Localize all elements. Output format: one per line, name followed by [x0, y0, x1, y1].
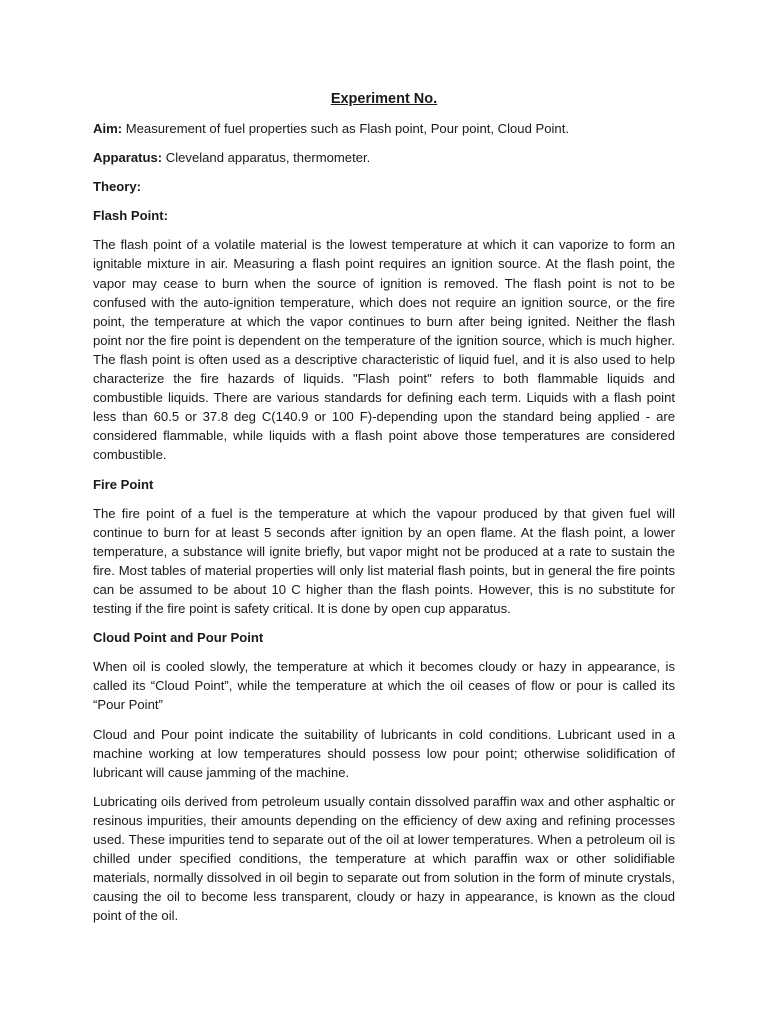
- cloud-point-paragraph-2: Cloud and Pour point indicate the suitability of lubricants in cold conditions. Lubricant used in a machine working at low temperatures should possess low pour point; otherwise solidification of lubricant will cause jamming of the machine.: [93, 726, 675, 780]
- aim-line: [93, 119, 675, 138]
- cloud-point-paragraph-1: When oil is cooled slowly, the temperature at which it becomes cloudy or hazy in appearance, is called its “Cloud Point”, while the temperature at which the oil ceases of flow or pour is called its “Pour Point”: [93, 659, 675, 713]
- aim-text: Measurement of fuel properties such as Flash point, Pour point, Cloud Point.: [122, 121, 569, 136]
- document-page: [93, 88, 675, 935]
- fire-point-paragraph: The fire point of a fuel is the temperature at which the vapour produced by that given fuel will continue to burn for at least 5 seconds after ignition by an open flame. At the flash point, a lower temperature, a substance will ignite briefly, but vapor might not be produced at a rate to sustain the fire. Most tables of material properties will only list material flash points, but in general the fire points can be assumed to be about 10 C higher than the flash points. However, this is no substitute for testing if the fire point is safety critical. It is done by open cup apparatus.: [93, 505, 675, 617]
- flash-point-paragraph: The flash point of a volatile material is the lowest temperature at which it can vaporize to form an ignitable mixture in air. Measuring a flash point requires an ignition source. At the flash point, the vapor may cease to burn when the source of ignition is removed. The flash point is not to be confused with the auto-ignition temperature, which does not require an ignition source, or the fire point, the temperature at which the vapor continues to burn after being ignited. Neither the flash point nor the fire point is dependent on the temperature of the ignition source, which is much higher. The flash point is often used as a descriptive characteristic of liquid fuel, and it is also used to help characterize the fire hazards of liquids. "Flash point" refers to both flammable liquids and combustible liquids. There are various standards for defining each term. Liquids with a flash point less than 60.5 or 37.8 deg C(140.9 or 100 F)-depending upon the standard being applied - are considered flammable, while liquids with a flash point above those temperatures are considered combustible.: [93, 237, 675, 463]
- apparatus-text: Cleveland apparatus, thermometer.: [162, 150, 371, 166]
- apparatus-line: [93, 148, 675, 167]
- cloud-point-paragraph-3: Lubricating oils derived from petroleum usually contain dissolved paraffin wax and other asphaltic or resinous impurities, their amounts depending on the efficiency of dew axing and refining processes used. These impurities tend to separate out of the oil at lower temperatures. When a petroleum oil is chilled under specified conditions, the temperature at which paraffin wax or other solidifiable materials, normally dissolved in oil begin to separate out from solution in the form of minute crystals, causing the oil to become less transparent, cloudy or hazy in appearance, is known as the cloud point of the oil.: [93, 793, 675, 924]
- apparatus-label: Apparatus:: [93, 150, 163, 166]
- page-title: Experiment No.: [330, 91, 438, 107]
- flash-point-heading: Flash Point:: [93, 208, 168, 224]
- cloud-pour-point-heading: Cloud Point and Pour Point: [93, 630, 264, 646]
- fire-point-heading: Fire Point: [93, 476, 154, 492]
- theory-heading: Theory:: [93, 179, 142, 195]
- aim-label: Aim:: [93, 121, 123, 136]
